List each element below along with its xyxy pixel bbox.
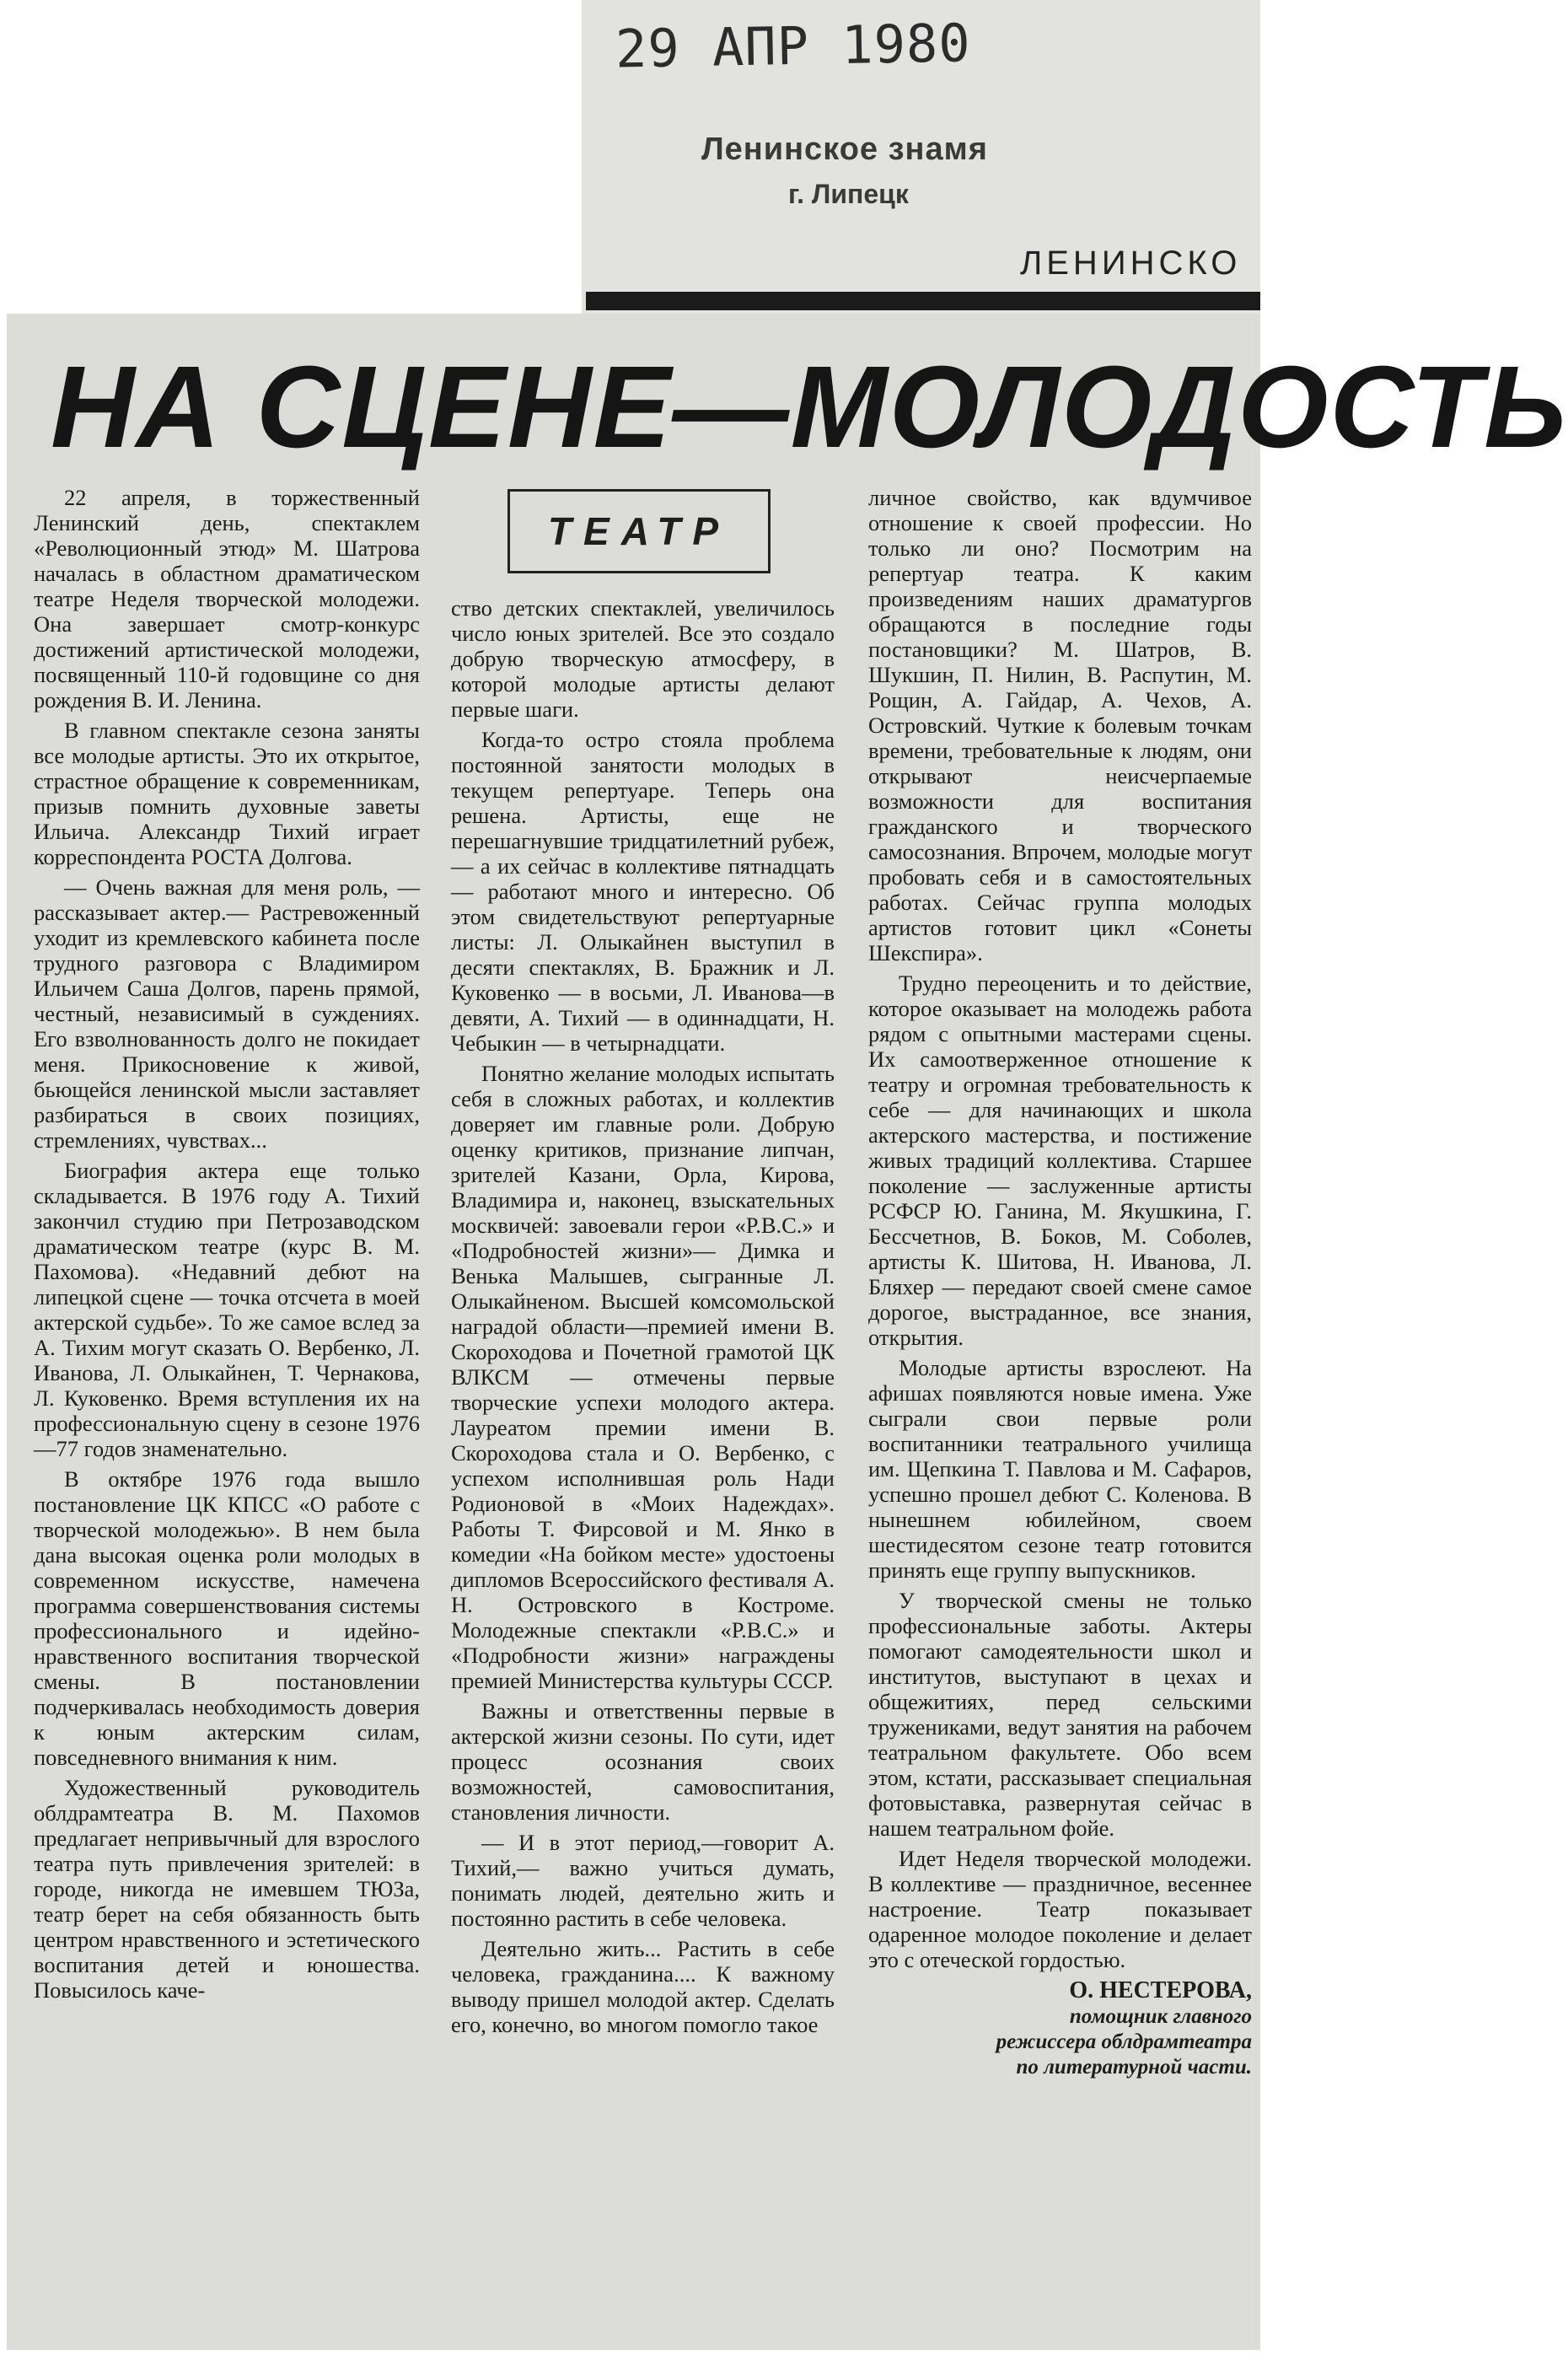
newspaper-name-stamp: Ленинское знамя	[701, 132, 988, 167]
paragraph: Понятно желание молодых испытать себя в сложных работах, и коллектив доверяет им главные роли. Добрую оценку критиков, признание липчан, зрителей Казани, Орла, Кирова, Владимира и, наконец, взыскательных москвичей: завоевали герои «Р.В.С.» и «Подробностей жизни»— Димка и Венька Малышев, сыгранные Л. Олыкайненом. Высшей комсомольской наградой области—премией имени В. Скороходова и Почетной грамотой ЦК ВЛКСМ — отмечены первые творческие успехи молодого актера. Лауреатом премии имени В. Скороходова стала и О. Вербенко, с успехом исполнившая роль Нади Родионовой в «Моих Надеждах». Работы Т. Фирсовой и М. Янко в комедии «На бойком месте» удостоены дипломов Всероссийского фестиваля А. Н. Островского в Костроме. Молодежные спектакли «Р.В.С.» и «Подробности жизни» награждены премией Министерства культуры СССР.	[451, 1061, 835, 1693]
paragraph: 22 апреля, в торжественный Ленинский день, спектаклем «Революционный этюд» М. Шатрова началась в областном драматическом театре Неделя творческой молодежи. Она завершает смотр-конкурс достижений артистической молодежи, посвященный 110-й годовщине со дня рождения В. И. Ленина.	[34, 485, 420, 713]
date-stamp: 29 АПР 1980	[615, 12, 972, 80]
author-name: О. НЕСТЕРОВА,	[1069, 1977, 1252, 2003]
paragraph: Важны и ответственны первые в актерской жизни сезоны. По сути, идет процесс осознания своих возможностей, самовоспитания, становления личности.	[451, 1698, 835, 1825]
paragraph: Художественный руководитель облдрамтеатра В. М. Пахомов предлагает непривычный для взрослого театра путь привлечения зрителей: в городе, никогда не имевшем ТЮЗа, театр берет на себя обязанность быть центром нравственного и эстетического воспитания детей и юношества. Повысилось каче-	[34, 1775, 420, 2003]
rubric-label: ТЕАТР	[547, 509, 731, 553]
author-title-line: режиссера облдрамтеатра	[996, 2030, 1252, 2053]
author-title-line: помощник главного	[1069, 2005, 1252, 2028]
paragraph: — Очень важная для меня роль, —рассказывает актер.— Растревоженный уходит из кремлевского кабинета после трудного разговора с Владимиром Ильичем Саша Долгов, парень прямой, честный, независимый в суждениях. Его взволнованность долго не покидает меня. Прикосновение к живой, бьющейся ленинской мысли заставляет разбираться в своих позициях, стремлениях, чувствах...	[34, 874, 420, 1153]
paragraph: ство детских спектаклей, увеличилось число юных зрителей. Все это создало добрую творческую атмосферу, в которой молодые артисты делают первые шаги.	[451, 595, 835, 722]
masthead-fragment: ЛЕНИНСКО	[1020, 245, 1242, 282]
paragraph: Идет Неделя творческой молодежи. В коллективе — праздничное, весеннее настроение. Театр показывает одаренное молодое поколение и делает это с отеческой гордостью.	[868, 1846, 1252, 1972]
article-column-3	[868, 485, 1252, 2080]
paragraph: Деятельно жить... Растить в себе человека, гражданина.... К важному выводу пришел молодой актер. Сделать его, конечно, во многом помогло такое	[451, 1936, 835, 2037]
rubric-box	[507, 489, 771, 573]
paragraph: Молодые артисты взрослеют. На афишах появляются новые имена. Уже сыграли свои первые роли воспитанники театрального училища им. Щепкина Т. Павлова и М. Сафаров, успешно прошел дебют С. Коленова. В нынешнем юбилейном, своем шестидесятом сезоне театр готовится принять еще группу выпускников.	[868, 1355, 1252, 1583]
article-headline: НА СЦЕНЕ—МОЛОДОСТЬ	[51, 342, 1568, 472]
newspaper-city-stamp: г. Липецк	[788, 179, 909, 209]
paragraph: личное свойство, как вдумчивое отношение к своей профессии. Но только ли оно? Посмотрим на репертуар театра. К каким произведениям наших драматургов обращаются в последние годы постановщики? М. Шатров, В. Шукшин, П. Нилин, В. Распутин, М. Рощин, А. Гайдар, А. Чехов, А. Островский. Чуткие к болевым точкам времени, требовательные к людям, они открывают неисчерпаемые возможности для воспитания гражданского и творческого самосознания. Впрочем, молодые могут пробовать себя и в самостоятельных работах. Сейчас группа молодых артистов готовит цикл «Сонеты Шекспира».	[868, 485, 1252, 965]
paragraph: Когда-то остро стояла проблема постоянной занятости молодых в текущем репертуаре. Теперь она решена. Артисты, еще не перешагнувшие тридцатилетний рубеж,— а их сейчас в коллективе пятнадцать — работают много и интересно. Об этом свидетельствуют репертуарные листы: Л. Олыкайнен выступил в десяти спектаклях, В. Бражник и Л. Куковенко — в восьми, Л. Иванова—в девяти, А. Тихий — в одиннадцати, Н. Чебыкин — в четырнадцати.	[451, 727, 835, 1056]
article-column-1	[34, 485, 420, 2008]
paragraph: В октябре 1976 года вышло постановление ЦК КПСС «О работе с творческой молодежью». В нем была дана высокая оценка роли молодых в современном искусстве, намечена программа совершенствования системы профессионального и идейно-нравственного воспитания творческой смены. В постановлении подчеркивалась необходимость доверия к юным актерским силам, повседневного внимания к ним.	[34, 1466, 420, 1770]
paragraph: Биография актера еще только складывается. В 1976 году А. Тихий закончил студию при Петрозаводском драматическом театре (курс В. М. Пахомова). «Недавний дебют на липецкой сцене — точка отсчета в моей актерской судьбе». То же самое вслед за А. Тихим могут сказать О. Вербенко, Л. Иванова, Л. Олыкайнен, Т. Чернакова, Л. Куковенко. Время вступления их на профессиональную сцену в сезоне 1976—77 годов знаменательно.	[34, 1158, 420, 1461]
paragraph: В главном спектакле сезона заняты все молодые артисты. Это их открытое, страстное обращение к современникам, призыв помнить духовные заветы Ильича. Александр Тихий играет корреспондента РОСТА Долгова.	[34, 718, 420, 869]
paragraph: — И в этот период,—говорит А. Тихий,— важно учиться думать, понимать людей, деятельно жить и постоянно растить в себе человека.	[451, 1830, 835, 1931]
header-rule	[586, 292, 1260, 310]
paragraph: Трудно переоценить и то действие, которое оказывает на молодежь работа рядом с опытными мастерами сцены. Их самоотверженное отношение к театру и огромная требовательность к себе — для начинающих и школа актерского мастерства, и постижение живых традиций коллектива. Старшее поколение — заслуженные артисты РСФСР Ю. Ганина, М. Якушкина, Г. Бессчетнов, В. Боков, М. Соболев, артисты К. Шитова, Н. Иванова, Л. Бляхер — передают своей смене самое дорогое, выстраданное, все знания, открытия.	[868, 971, 1252, 1350]
author-title-line: по литературной части.	[1016, 2056, 1252, 2079]
paragraph: У творческой смены не только профессиональные заботы. Актеры помогают самодеятельности школ и институтов, выступают в цехах и общежитиях, перед сельскими тружениками, ведут занятия на рабочем театральном факультете. Обо всем этом, кстати, рассказывает специальная фотовыставка, развернутая сейчас в нашем театральном фойе.	[868, 1588, 1252, 1841]
article-column-2	[451, 595, 835, 2042]
